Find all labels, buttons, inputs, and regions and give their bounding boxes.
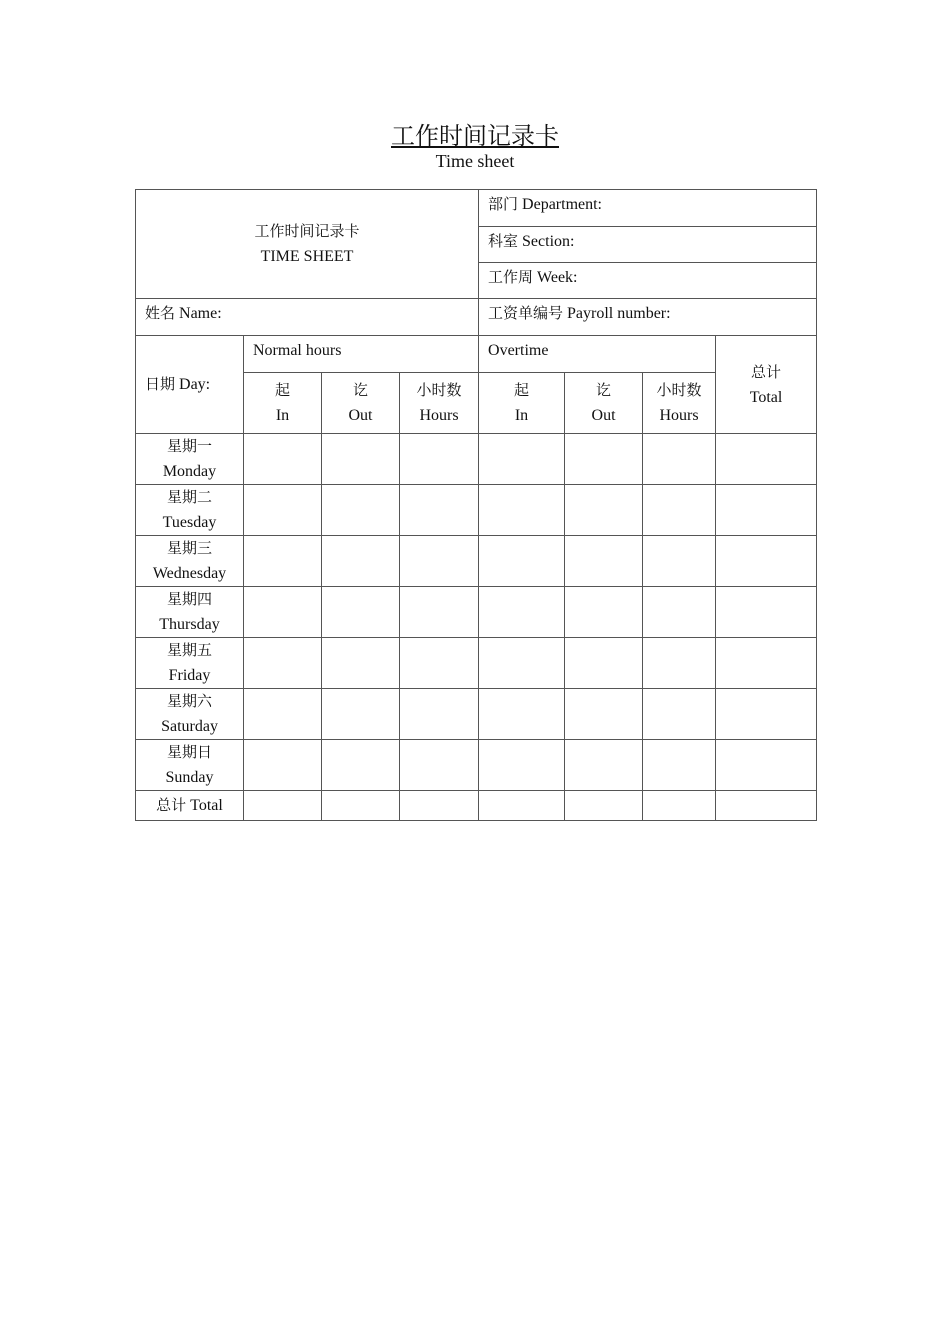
table-row — [136, 485, 817, 536]
table-row — [136, 587, 817, 638]
table-row — [136, 638, 817, 689]
entry-cell[interactable] — [643, 587, 716, 638]
table-row — [136, 689, 817, 740]
page-title: 工作时间记录卡 — [391, 122, 559, 150]
entry-cell[interactable] — [244, 638, 322, 689]
entry-cell[interactable] — [479, 587, 565, 638]
entry-cell[interactable] — [400, 434, 479, 485]
entry-cell[interactable] — [565, 740, 643, 791]
normal-in-header: 起 In — [244, 373, 322, 434]
entry-cell[interactable] — [244, 740, 322, 791]
entry-cell[interactable] — [565, 485, 643, 536]
day-label: 星期日 Sunday — [136, 740, 244, 791]
normal-hours-count-header: 小时数 Hours — [400, 373, 479, 434]
entry-cell[interactable] — [400, 536, 479, 587]
overtime-hours-count-header: 小时数 Hours — [643, 373, 716, 434]
entry-cell[interactable] — [479, 434, 565, 485]
day-label: 星期一 Monday — [136, 434, 244, 485]
entry-cell[interactable] — [322, 791, 400, 821]
entry-cell[interactable] — [400, 689, 479, 740]
entry-cell[interactable] — [643, 689, 716, 740]
entry-cell[interactable] — [322, 536, 400, 587]
entry-cell[interactable] — [244, 791, 322, 821]
entry-cell[interactable] — [479, 791, 565, 821]
card-title-en: TIME SHEET — [260, 248, 354, 265]
entry-cell[interactable] — [244, 434, 322, 485]
table-row — [136, 536, 817, 587]
week-field[interactable]: 工作周 Week: — [479, 263, 817, 299]
entry-cell[interactable] — [643, 740, 716, 791]
entry-cell[interactable] — [244, 485, 322, 536]
entry-cell[interactable] — [716, 791, 817, 821]
entry-cell[interactable] — [643, 434, 716, 485]
normal-hours-header: Normal hours — [244, 336, 479, 373]
entry-cell[interactable] — [400, 638, 479, 689]
entry-cell[interactable] — [565, 536, 643, 587]
entry-cell[interactable] — [400, 485, 479, 536]
entry-cell[interactable] — [565, 434, 643, 485]
entry-cell[interactable] — [565, 689, 643, 740]
entry-cell[interactable] — [643, 791, 716, 821]
entry-cell[interactable] — [643, 536, 716, 587]
table-row — [136, 740, 817, 791]
entry-cell[interactable] — [479, 485, 565, 536]
entry-cell[interactable] — [322, 689, 400, 740]
entry-cell[interactable] — [244, 587, 322, 638]
day-label: 星期五 Friday — [136, 638, 244, 689]
overtime-header: Overtime — [479, 336, 716, 373]
entry-cell[interactable] — [716, 434, 817, 485]
entry-cell[interactable] — [716, 587, 817, 638]
name-field[interactable]: 姓名 Name: — [136, 299, 479, 336]
entry-cell[interactable] — [643, 485, 716, 536]
day-label: 星期二 Tuesday — [136, 485, 244, 536]
day-label: 星期四 Thursday — [136, 587, 244, 638]
entry-cell[interactable] — [479, 740, 565, 791]
entry-cell[interactable] — [322, 434, 400, 485]
card-title-cell — [136, 190, 479, 299]
entry-cell[interactable] — [565, 587, 643, 638]
entry-cell[interactable] — [479, 638, 565, 689]
section-field[interactable]: 科室 Section: — [479, 227, 817, 263]
entry-cell[interactable] — [479, 536, 565, 587]
table-row — [136, 434, 817, 485]
total-column-header: 总计 Total — [716, 336, 817, 434]
department-field[interactable]: 部门 Department: — [479, 190, 817, 227]
entry-cell[interactable] — [565, 791, 643, 821]
entry-cell[interactable] — [716, 638, 817, 689]
total-row — [136, 791, 817, 821]
day-column-header: 日期 Day: — [136, 336, 244, 434]
day-label: 星期三 Wednesday — [136, 536, 244, 587]
entry-cell[interactable] — [400, 740, 479, 791]
overtime-out-header: 讫 Out — [565, 373, 643, 434]
day-label: 星期六 Saturday — [136, 689, 244, 740]
entry-cell[interactable] — [479, 689, 565, 740]
overtime-in-header: 起 In — [479, 373, 565, 434]
card-title-zh: 工作时间记录卡 — [254, 222, 360, 240]
entry-cell[interactable] — [716, 689, 817, 740]
normal-out-header: 讫 Out — [322, 373, 400, 434]
entry-cell[interactable] — [244, 536, 322, 587]
entry-cell[interactable] — [400, 791, 479, 821]
entry-cell[interactable] — [322, 587, 400, 638]
entry-cell[interactable] — [716, 740, 817, 791]
entry-cell[interactable] — [716, 485, 817, 536]
entry-cell[interactable] — [322, 638, 400, 689]
payroll-number-field[interactable]: 工资单编号 Payroll number: — [479, 299, 817, 336]
entry-cell[interactable] — [716, 536, 817, 587]
entry-cell[interactable] — [322, 740, 400, 791]
entry-cell[interactable] — [400, 587, 479, 638]
entry-cell[interactable] — [322, 485, 400, 536]
page-subtitle: Time sheet — [435, 151, 515, 171]
entry-cell[interactable] — [244, 689, 322, 740]
entry-cell[interactable] — [643, 638, 716, 689]
entry-cell[interactable] — [565, 638, 643, 689]
total-row-label: 总计 Total — [136, 791, 244, 821]
timesheet-table — [135, 189, 817, 821]
